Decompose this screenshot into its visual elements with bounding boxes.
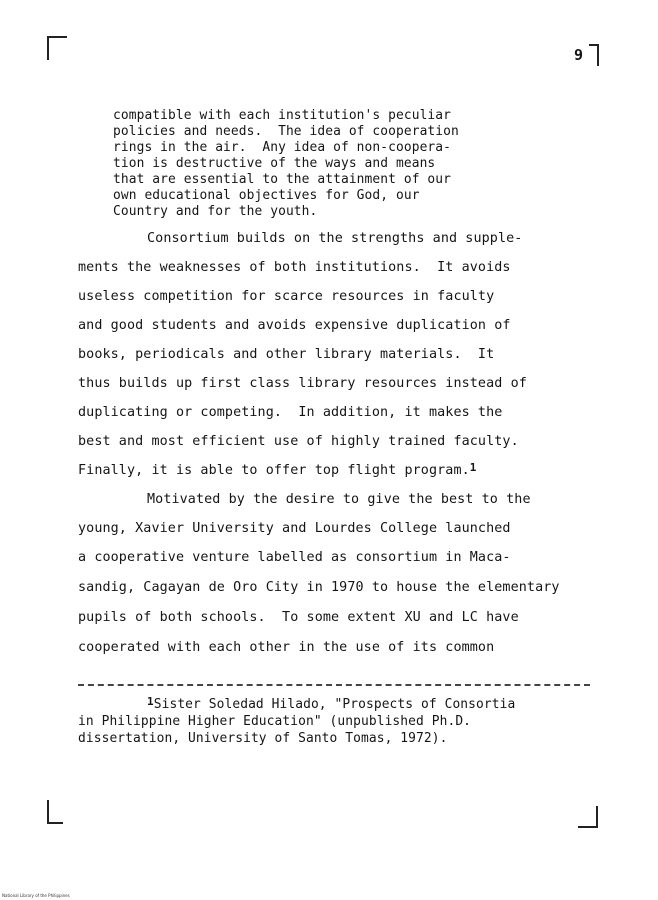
footnote-line-with-marker: [147, 697, 515, 712]
footnote-line: in Philippine Higher Education" (unpublished Ph.D.: [78, 714, 472, 729]
quote-line: that are essential to the attainment of our: [113, 172, 452, 187]
microfilm-label: National Library of the Philippines: [2, 893, 70, 898]
paragraph-line: thus builds up first class library resources instead of: [78, 376, 527, 391]
paragraph-line: Consortium builds on the strengths and supple-: [147, 231, 523, 246]
footnote-line-text: Sister Soledad Hilado, "Prospects of Consortia: [153, 697, 516, 712]
paragraph-line: pupils of both schools. To some extent XU and LC have: [78, 610, 519, 625]
crop-mark-bottom-left: [47, 800, 63, 824]
paragraph-line: useless competition for scarce resources in faculty: [78, 289, 495, 304]
footnote-marker: 1: [147, 695, 154, 708]
quote-line: policies and needs. The idea of cooperation: [113, 124, 459, 139]
paragraph-line: young, Xavier University and Lourdes College launched: [78, 521, 511, 536]
paragraph-line: Motivated by the desire to give the best to the: [147, 492, 531, 507]
paragraph-line: ments the weaknesses of both institutions. It avoids: [78, 260, 511, 275]
paragraph-line: best and most efficient use of highly trained faculty.: [78, 434, 519, 449]
quote-line: own educational objectives for God, our: [113, 188, 420, 203]
footnote-divider: [78, 684, 590, 686]
crop-mark-top-left: [47, 36, 67, 60]
quote-line: tion is destructive of the ways and means: [113, 156, 436, 171]
quote-line: compatible with each institution's peculiar: [113, 108, 452, 123]
paragraph-line: duplicating or competing. In addition, it makes the: [78, 405, 503, 420]
footnote-line: dissertation, University of Santo Tomas, 1972).: [78, 731, 448, 746]
footnote-reference: 1: [469, 461, 477, 474]
paragraph-line: books, periodicals and other library materials. It: [78, 347, 495, 362]
paragraph-line: a cooperative venture labelled as consortium in Maca-: [78, 550, 511, 565]
quote-line: Country and for the youth.: [113, 204, 318, 219]
page-number: 9: [574, 46, 584, 64]
paragraph-line: sandig, Cagayan de Oro City in 1970 to house the elementary: [78, 580, 560, 595]
paragraph-line: and good students and avoids expensive duplication of: [78, 318, 511, 333]
crop-mark-top-right: [589, 44, 599, 66]
quote-line: rings in the air. Any idea of non-coopera-: [113, 140, 452, 155]
paragraph-line-text: Finally, it is able to offer top flight program.: [78, 463, 470, 478]
crop-mark-bottom-right: [578, 806, 598, 828]
paragraph-line-with-footnote: [78, 463, 477, 478]
paragraph-line: cooperated with each other in the use of its common: [78, 640, 495, 655]
